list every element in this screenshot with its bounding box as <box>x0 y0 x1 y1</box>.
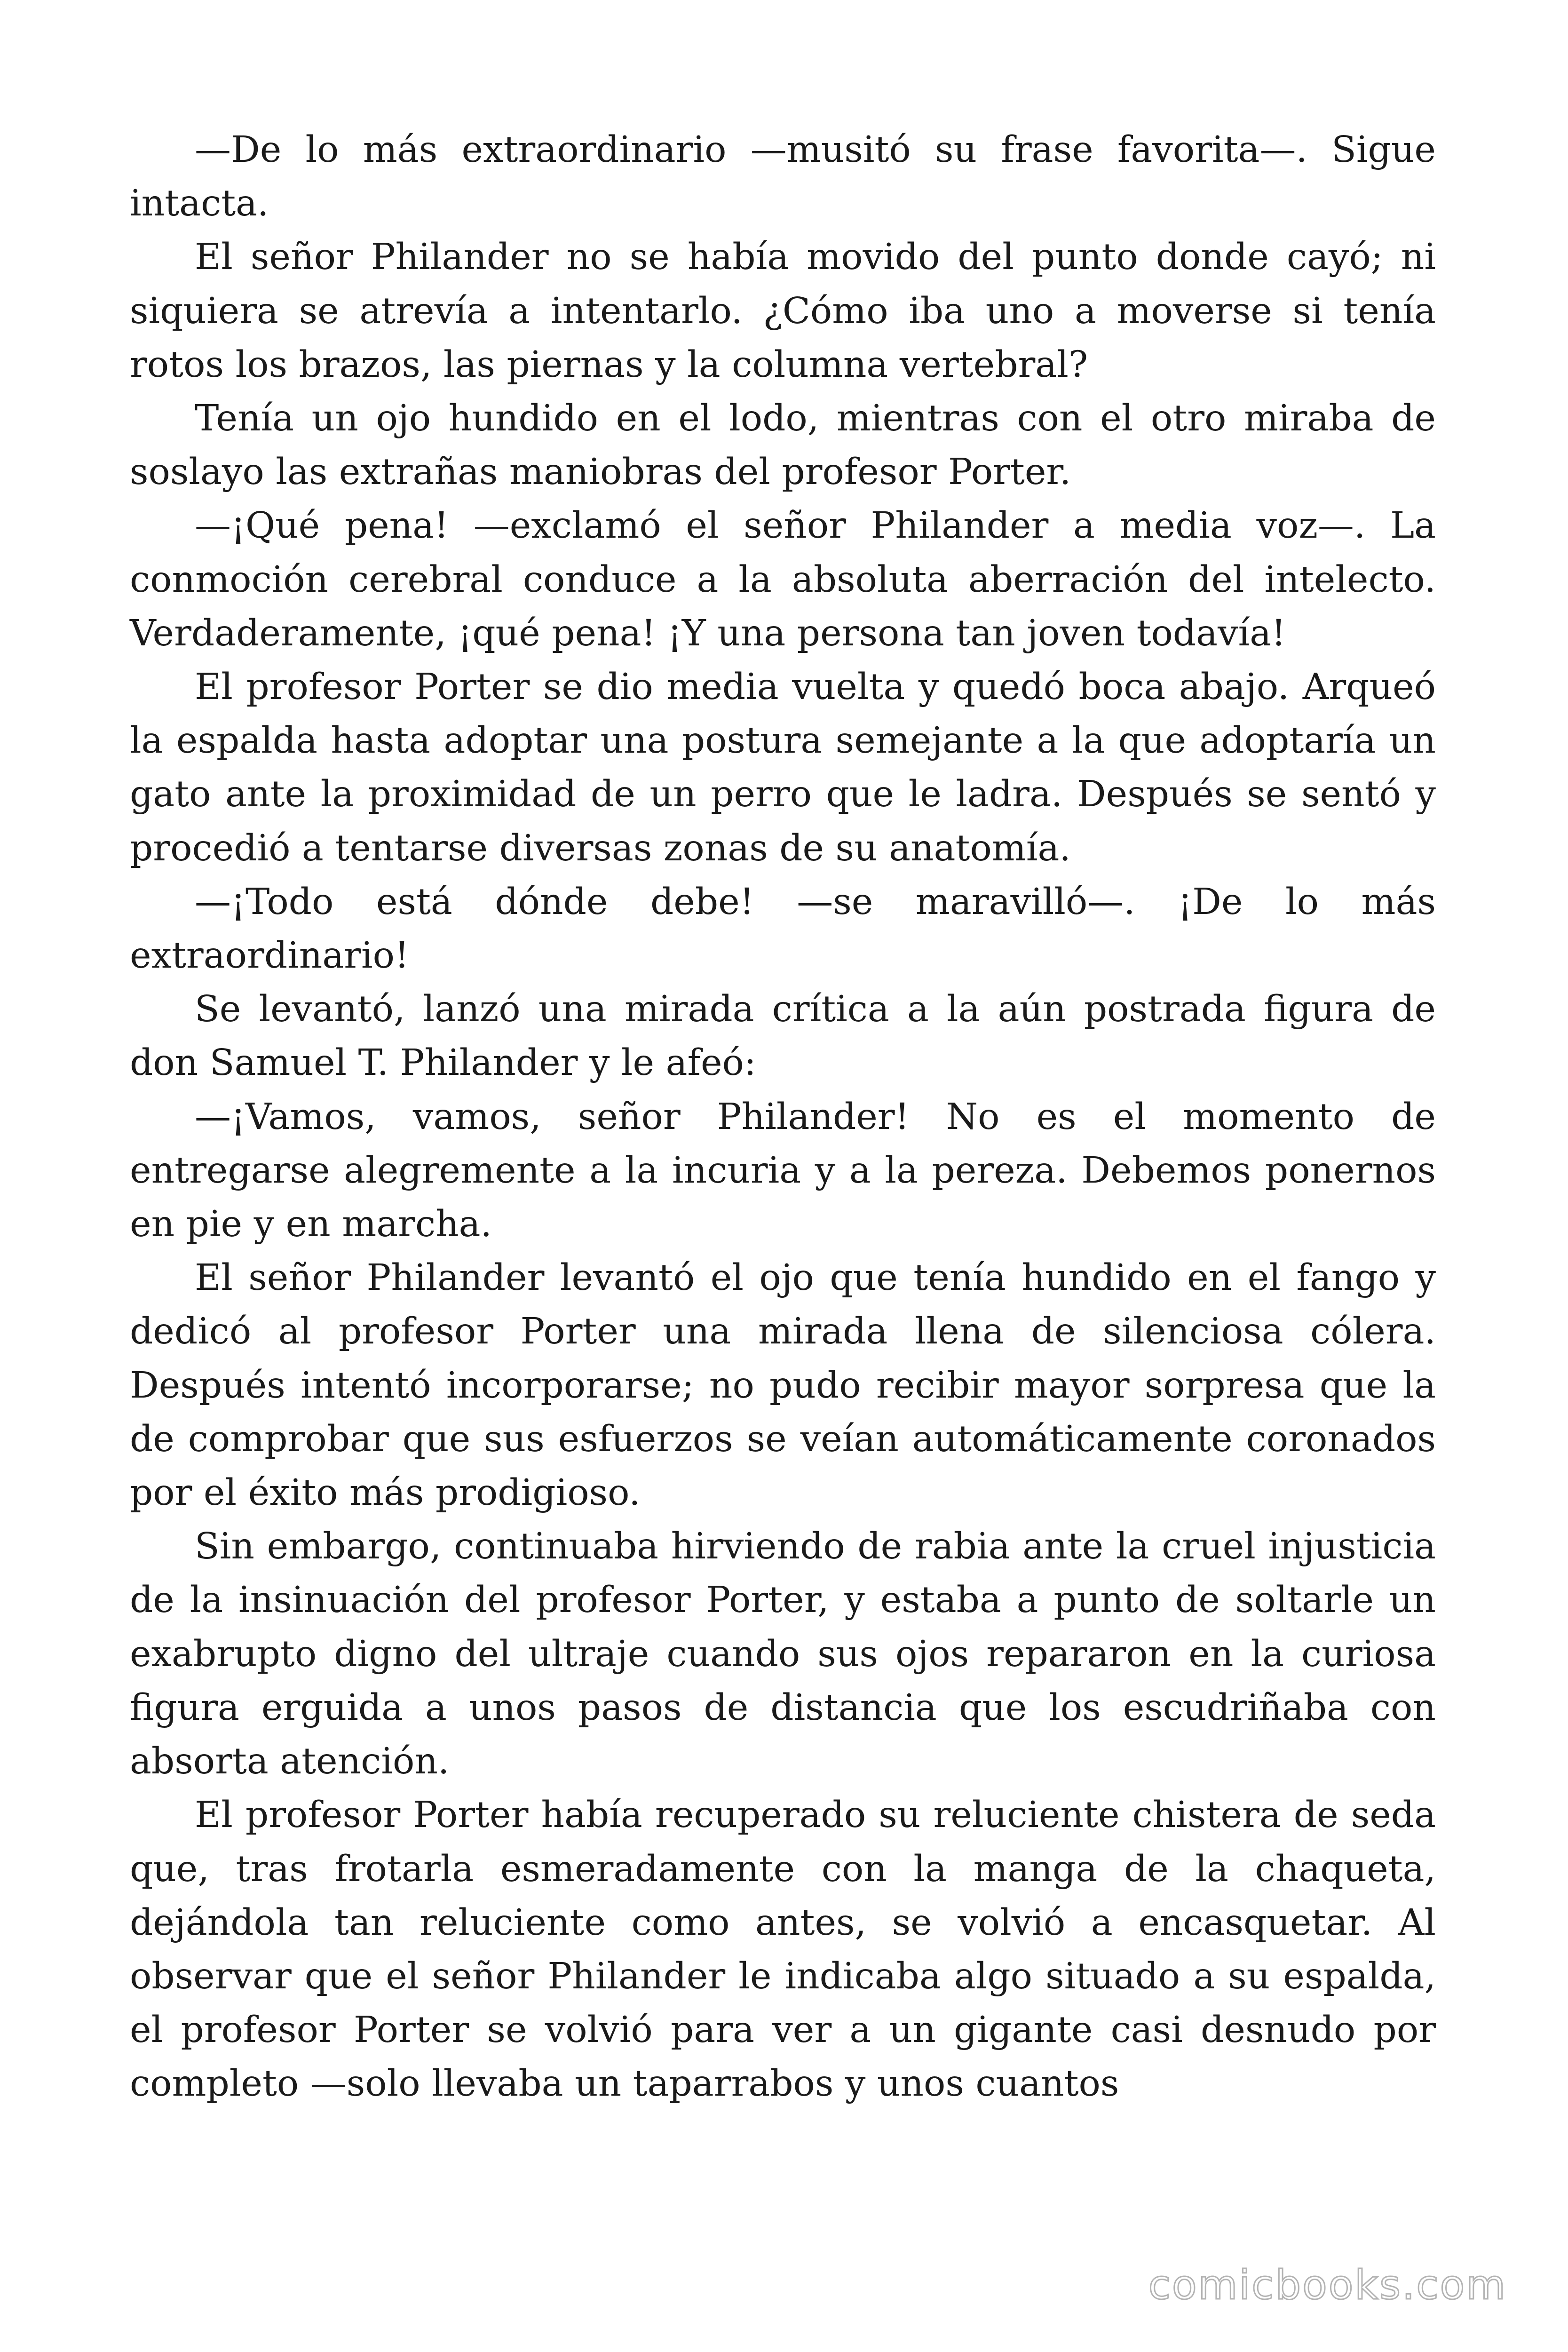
paragraph: —¡Qué pena! —exclamó el señor Philander a media voz—. La conmoción cerebral conduce a la absoluta aberración del intelecto. Verdaderamente, ¡qué pena! ¡Y una persona tan joven todavía! <box>130 505 1436 654</box>
paragraph: El profesor Porter había recuperado su reluciente chistera de seda que, tras frotarla esmeradamente con la manga de la chaqueta, dejándola tan reluciente como antes, se volvió a encasquetar. Al observar que el señor Philander le indicaba algo situado a su espalda, el profesor Porter se volvió para ver a un gigante casi desnudo por completo —solo llevaba un taparrabos y unos cuantos <box>130 1794 1436 2105</box>
paragraph: El señor Philander no se había movido del punto donde cayó; ni siquiera se atrevía a intentarlo. ¿Cómo iba uno a moverse si tenía rotos los brazos, las piernas y la columna vertebral? <box>130 236 1436 386</box>
paragraph: Sin embargo, continuaba hirviendo de rabia ante la cruel injusticia de la insinuación del profesor Porter, y estaba a punto de soltarle un exabrupto digno del ultraje cuando sus ojos repararon en la curiosa figura erguida a unos pasos de distancia que los escudriñaba con absorta atención. <box>130 1526 1436 1783</box>
paragraph: Se levantó, lanzó una mirada crítica a la aún postrada figura de don Samuel T. Philander y le afeó: <box>130 988 1436 1084</box>
paragraph: El señor Philander levantó el ojo que tenía hundido en el fango y dedicó al profesor Porter una mirada llena de silenciosa cólera. Después intentó incorporarse; no pudo recibir mayor sorpresa que la de comprobar que sus esfuerzos se veían automáticamente coronados por el éxito más prodigioso. <box>130 1257 1436 1514</box>
paragraph: —¡Todo está dónde debe! —se maravilló—. ¡De lo más extraordinario! <box>130 881 1436 977</box>
watermark: comicbooks.com <box>1148 2262 1507 2309</box>
paragraph: Tenía un ojo hundido en el lodo, mientras con el otro miraba de soslayo las extrañas maniobras del profesor Porter. <box>130 397 1436 493</box>
paragraph: —¡Vamos, vamos, señor Philander! No es el momento de entregarse alegremente a la incuria y a la pereza. Debemos ponernos en pie y en marcha. <box>130 1096 1436 1246</box>
paragraph: —De lo más extraordinario —musitó su frase favorita—. Sigue intacta. <box>130 129 1436 225</box>
paragraph: El profesor Porter se dio media vuelta y quedó boca abajo. Arqueó la espalda hasta adoptar una postura semejante a la que adoptaría un gato ante la proximidad de un perro que le ladra. Después se sentó y procedió a tentarse diversas zonas de su anatomía. <box>130 666 1436 869</box>
body-text <box>130 123 1436 2111</box>
